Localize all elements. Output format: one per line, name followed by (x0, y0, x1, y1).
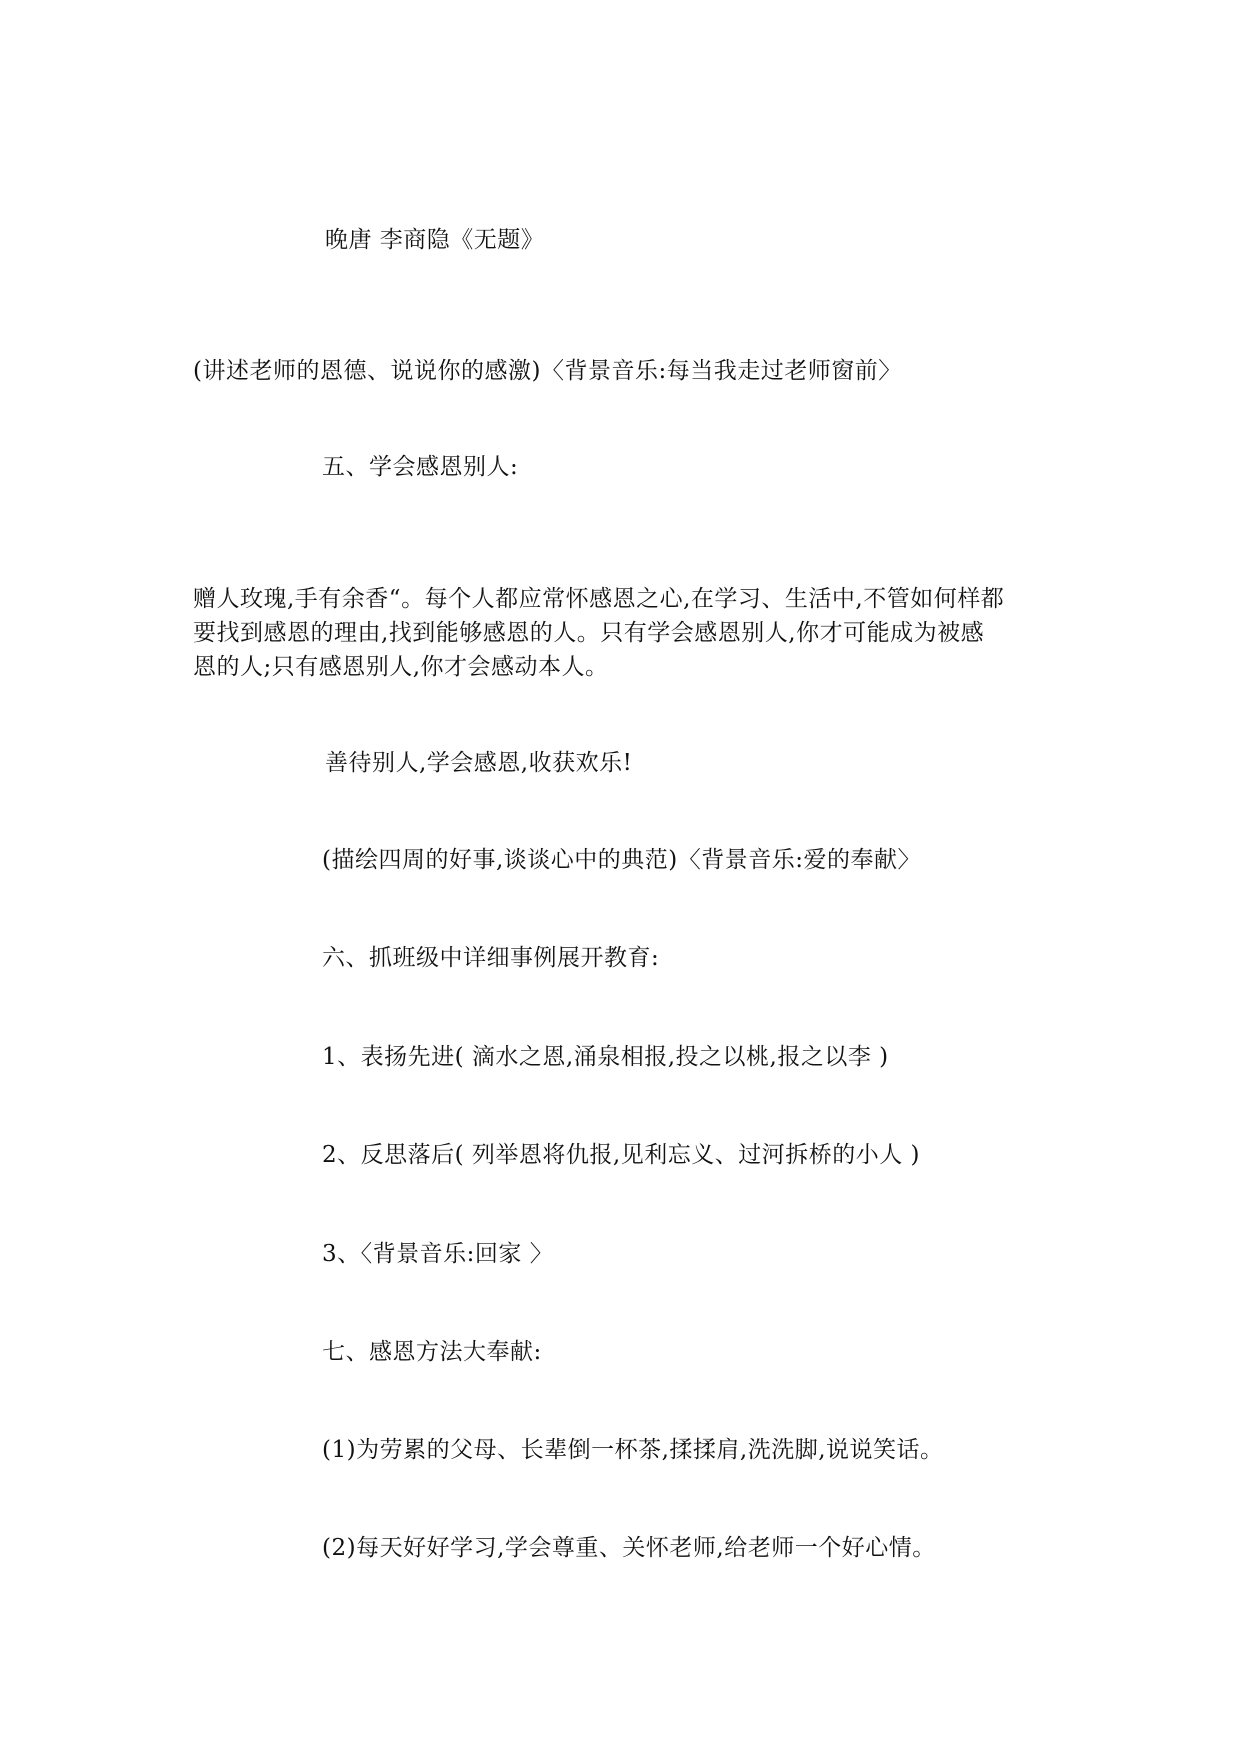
paragraph-line-1: 赠人玫瑰,手有余香“。每个人都应常怀感恩之心,在学习、生活中,不管如何样都 (193, 586, 1005, 612)
gratitude-paragraph (193, 582, 1063, 684)
describe-note: (描绘四周的好事,谈谈心中的典范)〈背景音乐:爱的奉献〉 (322, 847, 922, 873)
paragraph-line-2: 要找到感恩的理由,找到能够感恩的人。只有学会感恩别人,你才可能成为被感 (193, 620, 985, 646)
section7-title: 七、感恩方法大奉献: (322, 1339, 542, 1365)
poem-source: 晚唐 李商隐《无题》 (325, 227, 545, 253)
list-item-1: 1、表扬先进( 滴水之恩,涌泉相报,投之以桃,报之以李 ) (322, 1044, 889, 1070)
motto-line: 善待别人,学会感恩,收获欢乐! (325, 750, 633, 776)
section5-title: 五、学会感恩别人: (322, 454, 519, 480)
method-item-1: (1)为劳累的父母、长辈倒一杯茶,揉揉肩,洗洗脚,说说笑话。 (322, 1437, 944, 1463)
teacher-note: (讲述老师的恩德、说说你的感激)〈背景音乐:每当我走过老师窗前〉 (193, 358, 902, 384)
method-item-2: (2)每天好好学习,学会尊重、关怀老师,给老师一个好心情。 (322, 1535, 936, 1561)
paragraph-line-3: 恩的人;只有感恩别人,你才会感动本人。 (193, 654, 609, 680)
list-item-2: 2、反思落后( 列举恩将仇报,见利忘义、过河拆桥的小人 ) (322, 1142, 921, 1168)
section6-title: 六、抓班级中详细事例展开教育: (322, 945, 660, 971)
list-item-3: 3、〈背景音乐:回家 〉 (322, 1241, 554, 1267)
